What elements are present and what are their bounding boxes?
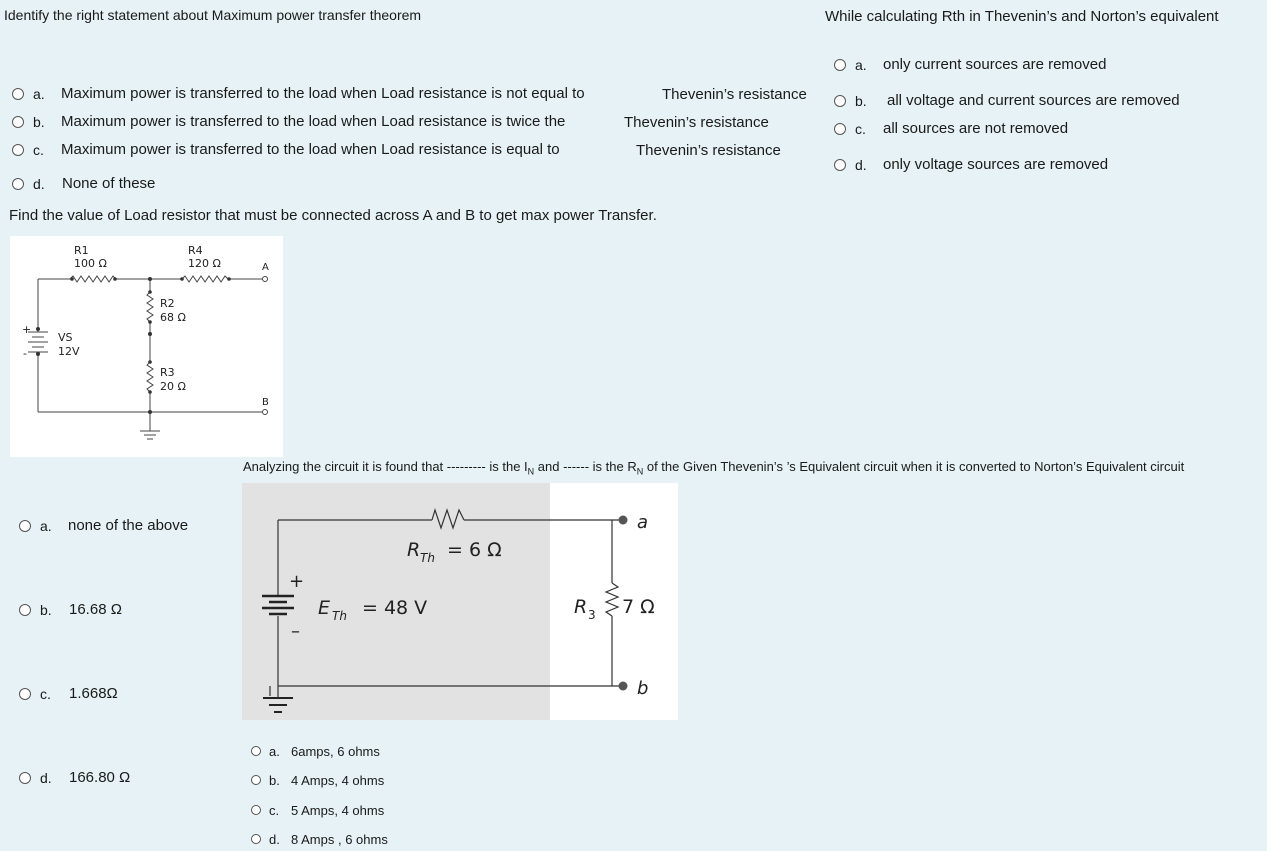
r1-resistor: [70, 276, 116, 282]
q1-option-b-suffix: Thevenin’s resistance: [624, 114, 769, 131]
q4-question-post: of the Given Thevenin’s ’s Equivalent circuit when it is converted to Norton’s Equivalent circuit: [643, 459, 1185, 474]
r4-label: R4: [188, 244, 203, 257]
q2-option-c-text: all sources are not removed: [883, 120, 1069, 137]
r4-resistor: [182, 276, 228, 282]
terminal-b-node: [619, 682, 628, 691]
q4-option-b-text: 4 Amps, 4 ohms: [291, 773, 385, 788]
q4-option-d-letter: d.: [269, 832, 280, 847]
terminal-a-node: [263, 277, 268, 282]
r1-value: 100 Ω: [74, 257, 107, 270]
eth-plus-sign: +: [289, 571, 305, 592]
q1-option-d-text: None of these: [62, 175, 156, 192]
q2-radio-a[interactable]: [834, 59, 846, 71]
q1-option-a-text: Maximum power is transferred to the load when Load resistance is not equal to: [61, 85, 585, 102]
r3-sub: 3: [588, 608, 596, 622]
battery-plus-sign: +: [22, 323, 32, 336]
q1-radio-d[interactable]: [12, 178, 24, 190]
r3-value: 20 Ω: [160, 380, 186, 393]
q4-radio-a[interactable]: [251, 746, 261, 756]
eth-main: E: [318, 597, 331, 619]
q4-question: [243, 459, 1184, 477]
q3-question: Find the value of Load resistor that must be connected across A and B to get max power Transfer.: [9, 207, 657, 224]
rth-main: R: [407, 539, 421, 561]
r4-value: 120 Ω: [188, 257, 221, 270]
r3-resistor: [147, 362, 153, 392]
q4-question-mid: and ------ is the R: [534, 459, 637, 474]
q3-option-d-letter: d.: [40, 770, 52, 786]
r3-label: R3: [160, 366, 175, 379]
q2-option-b-letter: b.: [855, 93, 867, 109]
q4-circuit-diagram: [242, 483, 678, 720]
eth-minus-sign: –: [291, 621, 300, 642]
q2-option-d-letter: d.: [855, 157, 867, 173]
q4-radio-b[interactable]: [251, 775, 261, 785]
q3-option-a-letter: a.: [40, 518, 52, 534]
terminal-b-label: B: [262, 397, 269, 408]
q3-radio-d[interactable]: [19, 772, 31, 784]
q1-question: Identify the right statement about Maximum power transfer theorem: [4, 7, 422, 23]
rth-sub: Th: [420, 551, 435, 565]
q4-circuit-svg: [242, 483, 678, 720]
r3-value: 7 Ω: [622, 596, 655, 618]
q1-option-c-suffix: Thevenin’s resistance: [636, 142, 781, 159]
q1-option-c-text: Maximum power is transferred to the load when Load resistance is equal to: [61, 141, 560, 158]
q3-circuit-diagram: [10, 236, 283, 457]
q3-radio-b[interactable]: [19, 604, 31, 616]
q4-option-c-letter: c.: [269, 803, 280, 818]
q2-radio-c[interactable]: [834, 123, 846, 135]
r1-label: R1: [74, 244, 89, 257]
q4-option-a-text: 6amps, 6 ohms: [291, 744, 380, 759]
q4-radio-d[interactable]: [251, 834, 261, 844]
q1-option-a-letter: a.: [33, 86, 45, 102]
terminal-a-label: a: [637, 512, 649, 533]
q3-circuit-svg: [10, 236, 283, 457]
q3-radio-c[interactable]: [19, 688, 31, 700]
q4-option-d-text: 8 Amps , 6 ohms: [291, 832, 388, 847]
q3-option-c-letter: c.: [40, 686, 51, 702]
vs-label: VS: [58, 331, 73, 344]
r3-main: R: [574, 596, 588, 618]
q2-option-b-text: all voltage and current sources are removed: [887, 92, 1180, 109]
q1-radio-a[interactable]: [12, 88, 24, 100]
q4-question-pre: Analyzing the circuit it is found that --------- is the I: [243, 459, 528, 474]
q3-option-c-text: 1.668Ω: [69, 685, 118, 702]
q2-option-a-text: only current sources are removed: [883, 56, 1107, 73]
q1-option-a-suffix: Thevenin’s resistance: [662, 86, 807, 103]
q2-option-c-letter: c.: [855, 121, 866, 137]
q4-option-a-letter: a.: [269, 744, 280, 759]
q3-option-b-text: 16.68 Ω: [69, 601, 122, 618]
q4-radio-c[interactable]: [251, 805, 261, 815]
q3-radio-a[interactable]: [19, 520, 31, 532]
terminal-a-label: A: [262, 262, 269, 273]
battery-minus-sign: -: [23, 347, 27, 360]
q1-radio-b[interactable]: [12, 116, 24, 128]
q4-sub-n1: N: [527, 466, 535, 477]
q2-radio-d[interactable]: [834, 159, 846, 171]
q2-radio-b[interactable]: [834, 95, 846, 107]
r2-value: 68 Ω: [160, 311, 186, 324]
r2-resistor: [147, 292, 153, 322]
q3-option-d-text: 166.80 Ω: [69, 769, 131, 786]
q2-option-a-letter: a.: [855, 57, 867, 73]
q2-question: While calculating Rth in Thevenin’s and Norton’s equivalent: [825, 8, 1219, 25]
q1-option-c-letter: c.: [33, 142, 44, 158]
terminal-a-node: [619, 516, 628, 525]
q4-option-c-text: 5 Amps, 4 ohms: [291, 803, 385, 818]
rth-value: = 6 Ω: [447, 539, 502, 561]
r3-resistor: [606, 583, 618, 616]
eth-sub: Th: [332, 609, 347, 623]
q1-option-b-letter: b.: [33, 114, 45, 130]
q1-radio-c[interactable]: [12, 144, 24, 156]
q1-option-b-text: Maximum power is transferred to the load when Load resistance is twice the: [61, 113, 566, 130]
q4-option-b-letter: b.: [269, 773, 280, 788]
terminal-b-node: [263, 410, 268, 415]
q2-option-d-text: only voltage sources are removed: [883, 156, 1109, 173]
q4-sub-n2: N: [636, 466, 644, 477]
vs-value: 12V: [58, 345, 80, 358]
terminal-b-label: b: [637, 678, 649, 699]
r2-label: R2: [160, 297, 175, 310]
q1-option-d-letter: d.: [33, 176, 45, 192]
eth-value: = 48 V: [362, 597, 428, 619]
q3-option-a-text: none of the above: [68, 517, 189, 534]
q3-option-b-letter: b.: [40, 602, 52, 618]
